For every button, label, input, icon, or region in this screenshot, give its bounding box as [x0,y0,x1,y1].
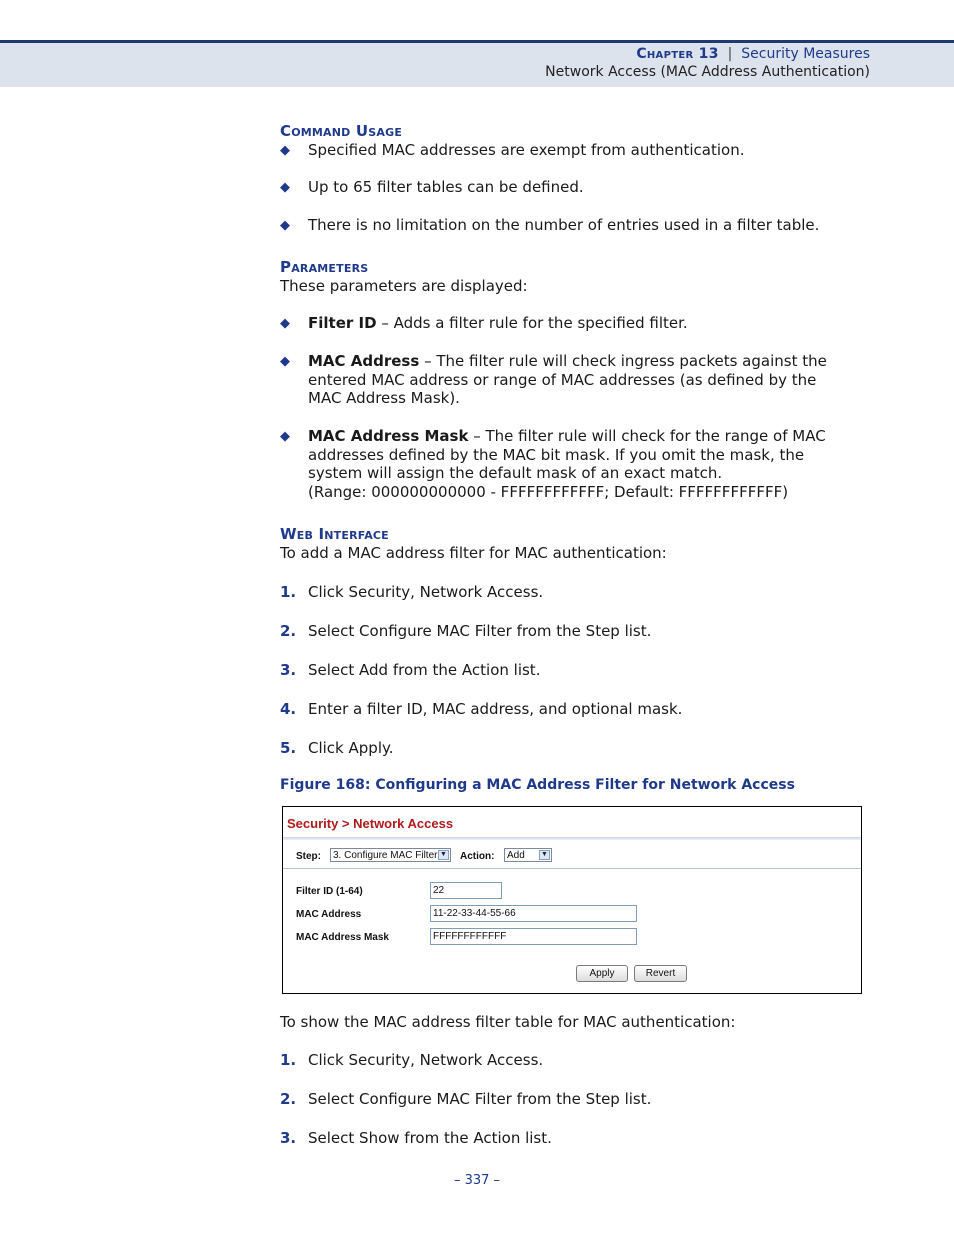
step-number: 3. [280,1129,297,1147]
step-number: 1. [280,583,297,601]
figure-title-divider [283,837,861,840]
parameter-desc-line: – Adds a filter rule for the specified filter. [381,314,688,332]
step-text: Enter a filter ID, MAC address, and optional mask. [308,700,683,718]
step-text: Select Add from the Action list. [308,661,541,679]
chapter-title: Security Measures [741,46,870,62]
mac-address-mask-label: MAC Address Mask [296,932,389,943]
mac-address-mask-input[interactable]: FFFFFFFFFFFF [430,928,637,945]
step-text: Select Configure MAC Filter from the Step list. [308,622,652,640]
parameter-filter-id [308,314,688,333]
web-interface-intro-show: To show the MAC address filter table for MAC authentication: [280,1013,736,1031]
web-interface-heading: Web Interface [280,525,389,543]
command-usage-item: There is no limitation on the number of entries used in a filter table. [308,216,820,234]
chevron-down-icon[interactable]: ▼ [539,850,550,860]
parameter-desc-line: MAC Address Mask). [308,389,460,407]
step-number: 5. [280,739,297,757]
diamond-bullet-icon: ◆ [280,143,290,158]
action-select-value: Add [507,850,525,861]
step-number: 2. [280,1090,297,1108]
step-label: Step: [296,851,321,862]
figure-screenshot [282,806,862,994]
parameter-desc-line: addresses defined by the MAC bit mask. If you omit the mask, the [308,445,805,464]
step-number: 2. [280,622,297,640]
chevron-down-icon[interactable]: ▼ [438,850,449,860]
diamond-bullet-icon: ◆ [280,218,290,233]
parameter-desc-line: – The filter rule will check ingress packets against the [424,352,827,370]
chapter-label: Chapter 13 [636,46,719,62]
header-chapter-line [636,46,870,62]
diamond-bullet-icon: ◆ [280,180,290,195]
step-number: 1. [280,1051,297,1069]
diamond-bullet-icon: ◆ [280,429,290,444]
filter-id-label: Filter ID (1-64) [296,886,363,897]
parameter-term: Filter ID [308,314,377,332]
step-number: 4. [280,700,297,718]
parameter-desc-line: entered MAC address or range of MAC addresses (as defined by the [308,370,817,389]
section-title: Network Access (MAC Address Authentication) [545,64,870,80]
mac-address-input[interactable]: 11-22-33-44-55-66 [430,905,637,922]
figure-breadcrumb-title: Security > Network Access [287,816,454,831]
parameters-intro: These parameters are displayed: [280,277,528,295]
step-text: Select Configure MAC Filter from the Step list. [308,1090,652,1108]
page-number: – 337 – [453,1173,501,1188]
step-select-value: 3. Configure MAC Filter [333,850,438,861]
figure-toolbar-divider [283,868,861,869]
action-label: Action: [460,851,495,862]
step-select[interactable] [330,848,451,862]
action-select[interactable] [504,848,552,862]
command-usage-heading: Command Usage [280,122,403,140]
diamond-bullet-icon: ◆ [280,354,290,369]
web-interface-intro-add: To add a MAC address filter for MAC authentication: [280,544,667,562]
parameter-mac-address-mask [308,427,826,501]
command-usage-item: Specified MAC addresses are exempt from authentication. [308,141,745,159]
parameters-heading: Parameters [280,258,369,276]
step-text: Click Security, Network Access. [308,583,544,601]
filter-id-input[interactable]: 22 [430,882,502,899]
header-separator: | [727,46,733,62]
command-usage-item: Up to 65 filter tables can be defined. [308,178,584,196]
diamond-bullet-icon: ◆ [280,316,290,331]
parameter-desc-line: system will assign the default mask of an exact match. [308,464,723,482]
step-text: Click Security, Network Access. [308,1051,544,1069]
parameter-mac-address [308,352,827,408]
parameter-desc-line: – The filter rule will check for the range of MAC [473,427,826,445]
parameter-term: MAC Address [308,352,420,370]
revert-button[interactable]: Revert [634,965,687,982]
parameter-desc-line: (Range: 000000000000 - FFFFFFFFFFFF; Default: FFFFFFFFFFFF) [308,482,789,501]
step-number: 3. [280,661,297,679]
step-text: Select Show from the Action list. [308,1129,552,1147]
apply-button[interactable]: Apply [576,965,628,982]
mac-address-label: MAC Address [296,909,362,920]
step-text: Click Apply. [308,739,394,757]
parameter-term: MAC Address Mask [308,427,469,445]
figure-caption: Figure 168: Configuring a MAC Address Filter for Network Access [280,777,795,793]
